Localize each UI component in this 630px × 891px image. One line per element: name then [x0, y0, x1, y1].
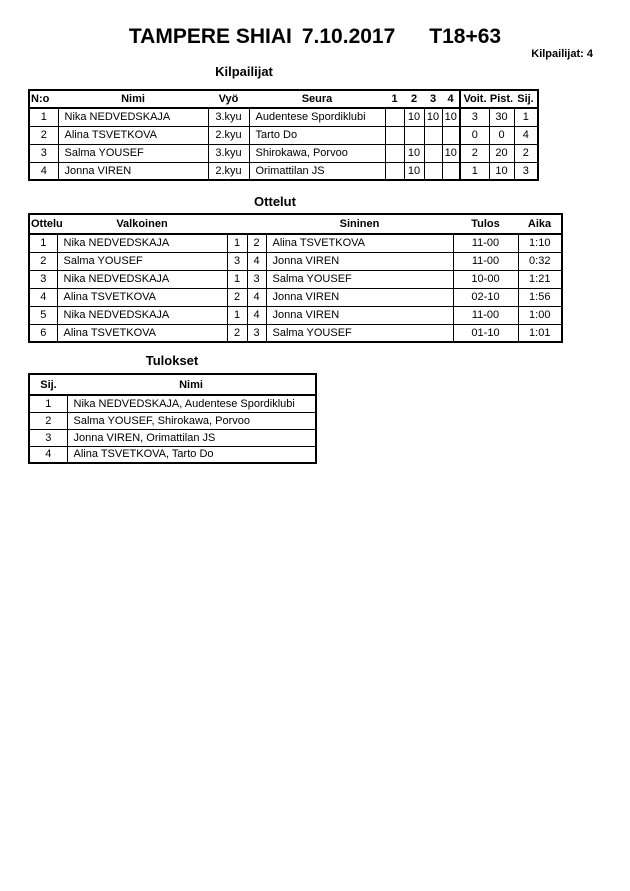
place-cell: 1 [514, 108, 538, 126]
competitor-belt-cell: 2.kyu [208, 162, 249, 180]
result-place-cell: 3 [29, 429, 67, 446]
result-name-cell: Salma YOUSEF, Shirokawa, Porvoo [67, 412, 316, 429]
round-3-score-cell [424, 162, 442, 180]
header-place: Sij. [29, 374, 67, 395]
round-3-score-cell [424, 144, 442, 162]
ottelut-row [29, 234, 562, 252]
kilpailijat-table [28, 89, 539, 181]
header-place: Sij. [514, 90, 538, 108]
wins-cell: 1 [460, 162, 489, 180]
blue-number-cell: 2 [247, 234, 266, 252]
result-cell: 01-10 [453, 324, 518, 342]
header-no: N:o [29, 90, 58, 108]
kilpailijat-row [29, 108, 538, 126]
wins-cell: 2 [460, 144, 489, 162]
header-name: Nimi [58, 90, 208, 108]
blue-number-cell: 4 [247, 288, 266, 306]
competitor-belt-cell: 2.kyu [208, 126, 249, 144]
header-round-4: 4 [442, 90, 460, 108]
white-number-cell: 3 [227, 252, 247, 270]
blue-number-cell: 4 [247, 306, 266, 324]
header-club: Seura [249, 90, 385, 108]
white-player-cell: Nika NEDVEDSKAJA [57, 234, 227, 252]
result-cell: 11-00 [453, 306, 518, 324]
time-cell: 1:10 [518, 234, 562, 252]
competitor-name-cell: Alina TSVETKOVA [58, 126, 208, 144]
kilpailijat-header-row [29, 90, 538, 108]
header-round-1: 1 [385, 90, 404, 108]
tulokset-heading: Tulokset [145, 353, 199, 368]
round-1-score-cell [385, 126, 404, 144]
round-2-score-cell [404, 126, 424, 144]
round-2-score-cell: 10 [404, 162, 424, 180]
wins-cell: 3 [460, 108, 489, 126]
tulokset-row [29, 446, 316, 463]
header-points: Pist. [489, 90, 514, 108]
points-cell: 10 [489, 162, 514, 180]
title-date: 7.10.2017 [301, 25, 396, 48]
header-belt: Vyö [208, 90, 249, 108]
competitor-no-cell: 2 [29, 126, 58, 144]
place-cell: 2 [514, 144, 538, 162]
blue-player-cell: Jonna VIREN [266, 306, 453, 324]
round-2-score-cell: 10 [404, 144, 424, 162]
white-player-cell: Alina TSVETKOVA [57, 324, 227, 342]
blue-player-cell: Salma YOUSEF [266, 270, 453, 288]
match-no-cell: 6 [29, 324, 57, 342]
match-no-cell: 3 [29, 270, 57, 288]
kilpailijat-row [29, 126, 538, 144]
ottelut-row [29, 288, 562, 306]
place-cell: 4 [514, 126, 538, 144]
points-cell: 20 [489, 144, 514, 162]
result-place-cell: 1 [29, 395, 67, 412]
result-name-cell: Jonna VIREN, Orimattilan JS [67, 429, 316, 446]
competitor-club-cell: Audentese Spordiklubi [249, 108, 385, 126]
wins-cell: 0 [460, 126, 489, 144]
competitor-name-cell: Salma YOUSEF [58, 144, 208, 162]
white-number-cell: 2 [227, 324, 247, 342]
kilpailijat-heading: Kilpailijat [215, 64, 273, 79]
ottelut-row [29, 306, 562, 324]
time-cell: 1:01 [518, 324, 562, 342]
ottelut-row [29, 270, 562, 288]
competitor-club-cell: Shirokawa, Porvoo [249, 144, 385, 162]
result-place-cell: 2 [29, 412, 67, 429]
title-event: TAMPERE SHIAI [128, 25, 292, 48]
header-match: Ottelu [29, 214, 57, 234]
blue-number-cell: 3 [247, 324, 266, 342]
competitor-name-cell: Jonna VIREN [58, 162, 208, 180]
white-player-cell: Nika NEDVEDSKAJA [57, 270, 227, 288]
competitor-no-cell: 1 [29, 108, 58, 126]
blue-player-cell: Jonna VIREN [266, 288, 453, 306]
white-player-cell: Alina TSVETKOVA [57, 288, 227, 306]
competitor-club-cell: Orimattilan JS [249, 162, 385, 180]
tulokset-row [29, 412, 316, 429]
white-number-cell: 1 [227, 270, 247, 288]
round-3-score-cell: 10 [424, 108, 442, 126]
header-blue-no [247, 214, 266, 234]
competitor-club-cell: Tarto Do [249, 126, 385, 144]
header-name: Nimi [67, 374, 316, 395]
kilpailijat-row [29, 162, 538, 180]
header-white: Valkoinen [57, 214, 227, 234]
header-round-2: 2 [404, 90, 424, 108]
result-name-cell: Alina TSVETKOVA, Tarto Do [67, 446, 316, 463]
result-cell: 11-00 [453, 252, 518, 270]
white-number-cell: 1 [227, 234, 247, 252]
title-category: T18+63 [429, 25, 502, 48]
white-player-cell: Salma YOUSEF [57, 252, 227, 270]
header-wins: Voit. [460, 90, 489, 108]
tulokset-table [28, 373, 317, 464]
round-4-score-cell [442, 162, 460, 180]
tulokset-row [29, 429, 316, 446]
competitor-belt-cell: 3.kyu [208, 144, 249, 162]
blue-number-cell: 3 [247, 270, 266, 288]
match-no-cell: 5 [29, 306, 57, 324]
kilpailijat-row [29, 144, 538, 162]
blue-number-cell: 4 [247, 252, 266, 270]
round-1-score-cell [385, 108, 404, 126]
header-round-3: 3 [424, 90, 442, 108]
ottelut-header-row [29, 214, 562, 234]
time-cell: 1:56 [518, 288, 562, 306]
ottelut-table [28, 213, 563, 343]
result-cell: 02-10 [453, 288, 518, 306]
blue-player-cell: Salma YOUSEF [266, 324, 453, 342]
result-cell: 11-00 [453, 234, 518, 252]
header-result: Tulos [453, 214, 518, 234]
ottelut-row [29, 252, 562, 270]
round-4-score-cell: 10 [442, 108, 460, 126]
match-no-cell: 2 [29, 252, 57, 270]
ottelut-row [29, 324, 562, 342]
header-time: Aika [518, 214, 562, 234]
points-cell: 0 [489, 126, 514, 144]
white-number-cell: 2 [227, 288, 247, 306]
header-blue: Sininen [266, 214, 453, 234]
tulokset-row [29, 395, 316, 412]
time-cell: 1:00 [518, 306, 562, 324]
match-no-cell: 4 [29, 288, 57, 306]
white-player-cell: Nika NEDVEDSKAJA [57, 306, 227, 324]
competitor-count: Kilpailijat: 4 [531, 48, 593, 60]
round-1-score-cell [385, 162, 404, 180]
blue-player-cell: Alina TSVETKOVA [266, 234, 453, 252]
result-cell: 10-00 [453, 270, 518, 288]
competitor-no-cell: 3 [29, 144, 58, 162]
blue-player-cell: Jonna VIREN [266, 252, 453, 270]
round-1-score-cell [385, 144, 404, 162]
competitor-name-cell: Nika NEDVEDSKAJA [58, 108, 208, 126]
tulokset-header-row [29, 374, 316, 395]
place-cell: 3 [514, 162, 538, 180]
page-title [0, 25, 630, 49]
result-place-cell: 4 [29, 446, 67, 463]
competitor-belt-cell: 3.kyu [208, 108, 249, 126]
time-cell: 0:32 [518, 252, 562, 270]
result-name-cell: Nika NEDVEDSKAJA, Audentese Spordiklubi [67, 395, 316, 412]
round-3-score-cell [424, 126, 442, 144]
header-white-no [227, 214, 247, 234]
ottelut-heading: Ottelut [254, 194, 296, 209]
competitor-no-cell: 4 [29, 162, 58, 180]
round-2-score-cell: 10 [404, 108, 424, 126]
white-number-cell: 1 [227, 306, 247, 324]
time-cell: 1:21 [518, 270, 562, 288]
round-4-score-cell: 10 [442, 144, 460, 162]
points-cell: 30 [489, 108, 514, 126]
round-4-score-cell [442, 126, 460, 144]
match-no-cell: 1 [29, 234, 57, 252]
